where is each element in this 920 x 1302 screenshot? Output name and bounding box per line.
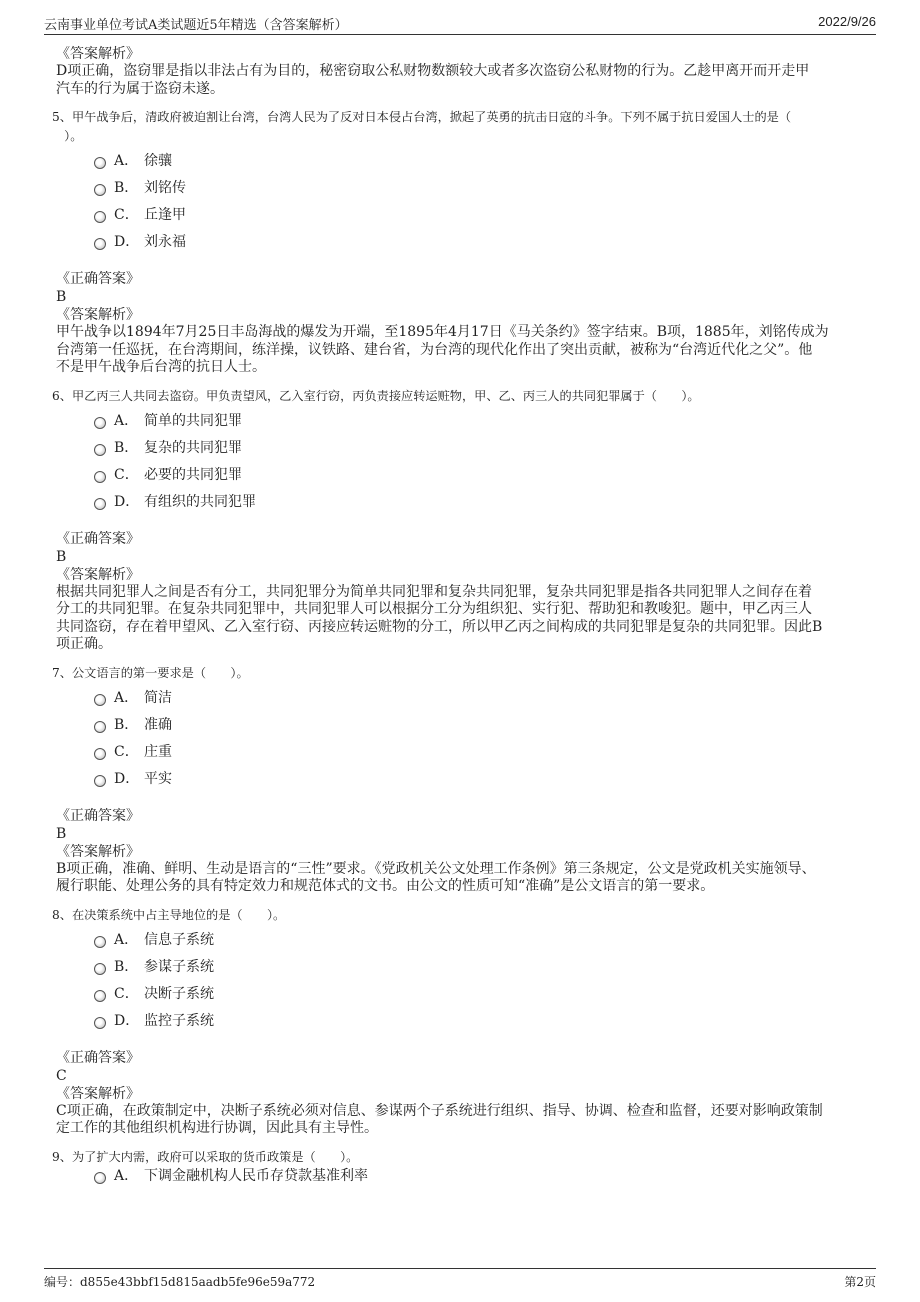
- option-b[interactable]: [94, 179, 866, 206]
- option-d[interactable]: [94, 1012, 866, 1039]
- option-b[interactable]: [94, 716, 866, 743]
- question-text: 6、甲乙丙三人共同去盗窃。甲负责望风，乙入室行窃，丙负责接应转运赃物，甲、乙、丙三人的共同犯罪属于（ ）。: [52, 388, 700, 403]
- question-7: [52, 664, 866, 896]
- option-letter: C．: [114, 743, 139, 760]
- option-letter: B．: [114, 180, 139, 196]
- option-c[interactable]: [94, 206, 866, 233]
- option-b[interactable]: [94, 958, 866, 985]
- analysis-line: 分工的共同犯罪。在复杂共同犯罪中，共同犯罪人可以根据分工分为组织犯、实行犯、帮助犯和教唆犯。题中，甲乙丙三人: [56, 601, 812, 617]
- analysis-label: 《答案解析》: [56, 566, 140, 583]
- radio-button-icon[interactable]: [94, 936, 106, 948]
- question-8: [52, 906, 866, 1138]
- question-text: 5、甲午战争后，清政府被迫割让台湾，台湾人民为了反对日本侵占台湾，掀起了英勇的抗击日寇的斗争。下列不属于抗日爱国人士的是（: [52, 110, 792, 124]
- option-letter: A．: [114, 931, 139, 948]
- analysis-label: 《答案解析》: [56, 843, 140, 860]
- option-b[interactable]: [94, 439, 866, 466]
- radio-button-icon[interactable]: [94, 990, 106, 1002]
- option-letter: D．: [114, 770, 140, 787]
- radio-button-icon[interactable]: [94, 417, 106, 429]
- option-letter: B．: [114, 958, 139, 975]
- radio-button-icon[interactable]: [94, 1017, 106, 1029]
- option-letter: C．: [114, 207, 139, 223]
- option-a[interactable]: [94, 412, 866, 439]
- option-letter: C．: [114, 466, 139, 483]
- option-letter: D．: [114, 234, 140, 250]
- analysis-line: 根据共同犯罪人之间是否有分工，共同犯罪分为简单共同犯罪和复杂共同犯罪，复杂共同犯罪是指各共同犯罪人之间存在着: [56, 583, 812, 600]
- correct-answer-label: 《正确答案》: [56, 807, 140, 824]
- option-text: 徐骧: [144, 153, 172, 169]
- option-c[interactable]: [94, 466, 866, 493]
- option-text: 信息子系统: [144, 931, 214, 948]
- analysis-line: 汽车的行为属于盗窃未遂。: [56, 80, 224, 97]
- option-letter: B．: [114, 439, 139, 456]
- analysis-line: 甲午战争以1894年7月25日丰岛海战的爆发为开端，至1895年4月17日《马关条约》签字结束。B项，1885年，刘铭传成为: [56, 324, 829, 340]
- correct-answer-label: 《正确答案》: [56, 271, 140, 287]
- analysis-line: 共同盗窃，存在着甲望风、乙入室行窃、丙接应转运赃物的分工，所以甲乙丙之间构成的共同犯罪是复杂的共同犯罪。因此B: [56, 618, 823, 635]
- option-text: 平实: [144, 770, 172, 787]
- radio-button-icon[interactable]: [94, 211, 106, 223]
- option-d[interactable]: [94, 493, 866, 520]
- option-c[interactable]: [94, 743, 866, 770]
- question-text: ）。: [52, 129, 83, 143]
- radio-button-icon[interactable]: [94, 775, 106, 787]
- radio-button-icon[interactable]: [94, 238, 106, 250]
- analysis-line: C项正确，在政策制定中，决断子系统必须对信息、参谋两个子系统进行组织、指导、协调、检查和监督，还要对影响政策制: [56, 1102, 823, 1119]
- correct-answer: B: [56, 548, 67, 565]
- option-text: 刘永福: [144, 234, 186, 250]
- option-text: 下调金融机构人民币存贷款基准利率: [144, 1167, 368, 1184]
- option-d[interactable]: [94, 770, 866, 797]
- radio-button-icon[interactable]: [94, 157, 106, 169]
- option-text: 丘逢甲: [144, 207, 186, 223]
- analysis-line: D项正确，盗窃罪是指以非法占有为目的，秘密窃取公私财物数额较大或者多次盗窃公私财物的行为。乙趁甲离开而开走甲: [56, 63, 810, 79]
- option-letter: C．: [114, 985, 139, 1002]
- option-text: 准确: [144, 716, 172, 733]
- option-text: 简单的共同犯罪: [144, 412, 242, 429]
- analysis-line: 定工作的其他组织机构进行协调，因此具有主导性。: [56, 1120, 378, 1136]
- analysis-line: 不是甲午战争后台湾的抗日人士。: [56, 359, 266, 375]
- option-text: 庄重: [144, 743, 172, 760]
- option-letter: A．: [114, 689, 139, 706]
- option-a[interactable]: [94, 152, 866, 179]
- correct-answer: B: [56, 289, 67, 305]
- radio-button-icon[interactable]: [94, 1172, 106, 1184]
- option-text: 监控子系统: [144, 1012, 214, 1029]
- correct-answer: C: [56, 1067, 67, 1084]
- document-code: 编号：d855e43bbf15d815aadb5fe96e59a772: [44, 1275, 316, 1289]
- option-text: 复杂的共同犯罪: [144, 439, 242, 456]
- option-text: 参谋子系统: [144, 958, 214, 975]
- option-letter: B．: [114, 716, 139, 733]
- option-text: 决断子系统: [144, 985, 214, 1002]
- question-5: [52, 108, 866, 377]
- page-number: 第2页: [844, 1275, 876, 1289]
- option-text: 必要的共同犯罪: [144, 466, 242, 483]
- radio-button-icon[interactable]: [94, 444, 106, 456]
- radio-button-icon[interactable]: [94, 721, 106, 733]
- correct-answer-label: 《正确答案》: [56, 1049, 140, 1066]
- option-letter: D．: [114, 493, 140, 510]
- correct-answer-label: 《正确答案》: [56, 530, 140, 547]
- question-text: 8、在决策系统中占主导地位的是（ ）。: [52, 907, 286, 922]
- document-title: 云南事业单位考试A类试题近5年精选（含答案解析）: [44, 18, 348, 33]
- analysis-label: 《答案解析》: [56, 46, 140, 62]
- document-date: 2022/9/26: [818, 14, 876, 29]
- question-9: [52, 1148, 866, 1194]
- radio-button-icon[interactable]: [94, 184, 106, 196]
- page-footer: [44, 1268, 876, 1293]
- page-header: [44, 12, 876, 35]
- question-6: [52, 387, 866, 654]
- question-text: 9、为了扩大内需，政府可以采取的货币政策是（ ）。: [52, 1149, 359, 1164]
- analysis-label: 《答案解析》: [56, 1085, 140, 1102]
- analysis-line: 履行职能、处理公务的具有特定效力和规范体式的文书。由公文的性质可知“准确”是公文语言的第一要求。: [56, 878, 715, 894]
- option-letter: A．: [114, 412, 139, 429]
- analysis-line: B项正确，准确、鲜明、生动是语言的“三性”要求。《党政机关公文处理工作条例》第三条规定，公文是党政机关实施领导、: [56, 860, 816, 877]
- option-text: 有组织的共同犯罪: [144, 493, 256, 510]
- radio-button-icon[interactable]: [94, 498, 106, 510]
- option-letter: D．: [114, 1012, 140, 1029]
- option-text: 简洁: [144, 689, 172, 706]
- analysis-line: 台湾第一任巡抚，在台湾期间，练洋操，议铁路、建台省，为台湾的现代化作出了突出贡献，被称为“台湾近代化之父”。他: [56, 341, 813, 358]
- analysis-line: 项正确。: [56, 636, 112, 652]
- radio-button-icon[interactable]: [94, 748, 106, 760]
- option-a[interactable]: [94, 931, 866, 958]
- question-text: 7、公文语言的第一要求是（ ）。: [52, 665, 249, 680]
- analysis-label: 《答案解析》: [56, 307, 140, 323]
- option-d[interactable]: [94, 233, 866, 260]
- radio-button-icon[interactable]: [94, 963, 106, 975]
- option-text: 刘铭传: [144, 180, 186, 196]
- option-a[interactable]: [94, 1167, 866, 1194]
- option-letter: A．: [114, 153, 139, 169]
- correct-answer: B: [56, 825, 67, 842]
- radio-button-icon[interactable]: [94, 694, 106, 706]
- page-content: [52, 45, 866, 1194]
- option-a[interactable]: [94, 689, 866, 716]
- option-letter: A．: [114, 1167, 139, 1184]
- radio-button-icon[interactable]: [94, 471, 106, 483]
- option-c[interactable]: [94, 985, 866, 1012]
